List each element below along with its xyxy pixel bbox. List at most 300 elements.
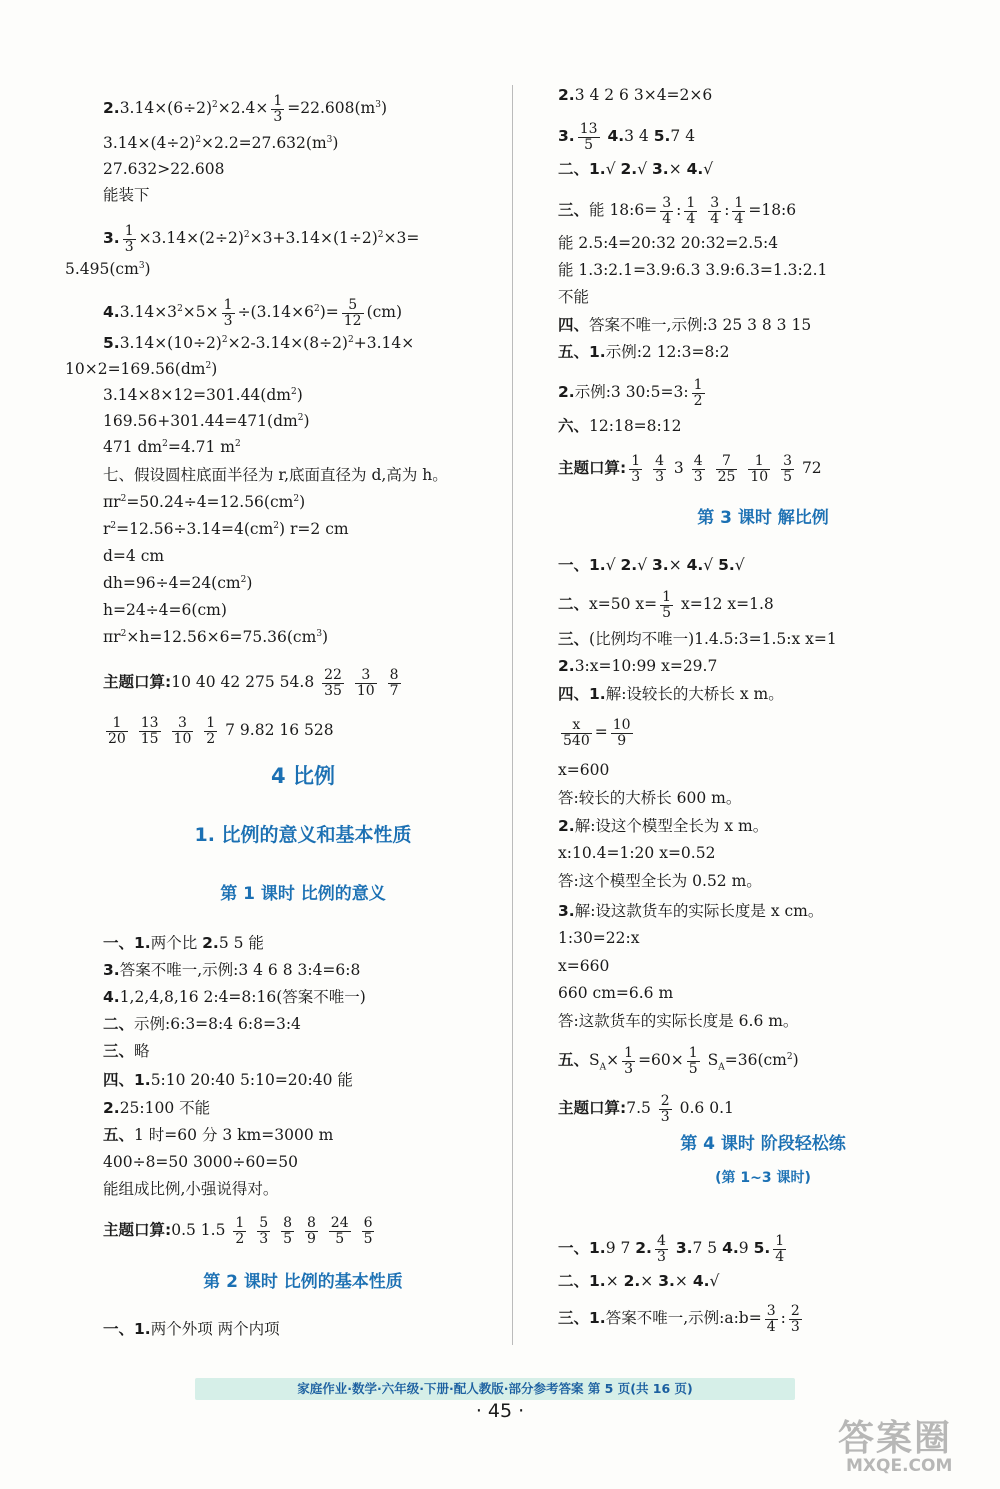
answer-line [65, 262, 151, 278]
answer-text: ) [792, 1051, 799, 1070]
numerator: 1 [631, 453, 641, 469]
denominator: 5 [783, 468, 793, 485]
answer-text [164, 721, 169, 739]
denominator: 2 [206, 730, 216, 747]
answer-text: +3.14× [353, 334, 415, 353]
denominator: 3 [259, 1230, 269, 1247]
answer-line [558, 419, 681, 435]
answer-line [103, 468, 448, 484]
item-label: 2. [558, 657, 575, 675]
superscript: 3 [375, 100, 381, 111]
fraction [708, 196, 721, 226]
answer-text: 0.5 1.5 [171, 1221, 231, 1240]
answer-line [558, 196, 796, 226]
answer-text [297, 1221, 302, 1239]
item-label: 一、1. [103, 934, 151, 952]
numerator: 1 [693, 377, 703, 393]
denominator: 7 [389, 682, 399, 699]
numerator: 1 [734, 195, 744, 211]
answer-line [558, 1304, 805, 1334]
answer-text: √ [637, 556, 652, 574]
item-label: 2. [623, 1272, 641, 1290]
answer-text: 答:这款货车的实际长度是 6.6 m。 [558, 1012, 799, 1030]
subscript: A [718, 1062, 725, 1073]
answer-line [558, 1234, 789, 1264]
answer-line [65, 362, 217, 378]
item-label: 5. [653, 127, 671, 146]
answer-line [558, 290, 589, 306]
answer-text: 3.14×(6÷2) [119, 99, 212, 118]
answer-line [103, 495, 305, 511]
answer-text: × [674, 1272, 693, 1290]
section-heading: (第 1~3 课时) [715, 1170, 811, 1186]
item-label: 4. [103, 988, 120, 1006]
answer-line [103, 990, 366, 1006]
denominator: 5 [335, 1230, 345, 1247]
fraction [233, 1216, 246, 1246]
answer-text: = [594, 723, 608, 742]
item-label: 2. [103, 99, 120, 118]
numerator: x [561, 718, 592, 734]
answer-text: ×2.2=27.632(m [201, 134, 327, 153]
answer-text: dh=96÷4=24(cm [103, 574, 241, 593]
fraction [222, 298, 235, 328]
answer-line [103, 1182, 278, 1198]
answer-text: 3 [668, 459, 689, 478]
answer-text: 660 cm=6.6 m [558, 984, 674, 1002]
answer-text: 0.6 0.1 [674, 1099, 734, 1118]
answer-text: 七、假设圆柱底面半径为 r,底面直径为 d,高为 h。 [103, 466, 448, 484]
fraction [172, 716, 194, 746]
answer-text: 解:设较长的大桥长 x m。 [605, 685, 784, 703]
fraction [629, 454, 642, 484]
numerator: 8 [389, 667, 399, 683]
fraction [561, 718, 592, 748]
answer-line [558, 88, 712, 104]
numerator: 1 [775, 1233, 785, 1249]
answer-line [558, 986, 673, 1002]
superscript: 2 [293, 494, 300, 504]
denominator: 9 [617, 732, 627, 749]
fraction [362, 1216, 375, 1246]
answer-text: x:10.4=1:20 x=0.52 [558, 844, 716, 862]
item-label: 4. [686, 160, 704, 178]
answer-line [103, 716, 334, 746]
item-label: 五、 [558, 1051, 590, 1070]
answer-text: 400÷8=50 3000÷60=50 [103, 1153, 298, 1171]
numerator: 10 [612, 717, 631, 733]
denominator: 4 [686, 210, 696, 227]
answer-text: 10×2=169.56(dm [65, 360, 206, 379]
denominator: 5 [662, 604, 672, 621]
fraction [684, 196, 697, 226]
answer-text: 1:30=22:x [558, 929, 640, 947]
answer-line [103, 963, 360, 979]
answer-text: 解:设这款货车的实际长度是 x cm。 [574, 902, 824, 920]
answer-text: 能 2.5:4=20:32 20:32=2.5:4 [558, 234, 779, 252]
answer-text: =36(cm [724, 1051, 787, 1070]
answer-text: =12.56÷3.14=4(cm [116, 520, 274, 539]
answer-line [103, 162, 224, 178]
superscript: 2 [212, 100, 218, 111]
item-label: 五、 [103, 1126, 135, 1144]
denominator: 5 [363, 1230, 373, 1247]
answer-text [321, 1221, 326, 1239]
answer-text: 5.495(cm [65, 260, 139, 279]
item-label: 2. [620, 160, 638, 178]
answer-line [103, 1216, 377, 1246]
answer-text: 7 9.82 16 528 [220, 721, 334, 740]
denominator: 2 [235, 1230, 245, 1247]
item-label: 2. [558, 383, 575, 402]
numerator: 2 [660, 1093, 670, 1109]
answer-text: 3.14×(10÷2) [119, 334, 222, 353]
answer-text: x=600 [558, 761, 610, 779]
answer-text: =4.71 m [167, 438, 235, 457]
answer-text: × [668, 160, 687, 178]
answer-text: √ [734, 556, 745, 574]
answer-text: 答案不唯一,示例:3 25 3 8 3 15 [589, 316, 812, 334]
denominator: 3 [660, 1108, 670, 1125]
item-label: 四、 [558, 316, 590, 334]
superscript: 2 [162, 439, 168, 449]
answer-line [558, 687, 784, 703]
answer-text: ) [211, 360, 218, 379]
answer-text: × [606, 1051, 620, 1070]
answer-text: 12:18=8:12 [589, 417, 682, 435]
section-heading: 第 1 课时 比例的意义 [220, 884, 386, 904]
superscript: 2 [235, 439, 241, 449]
denominator: 4 [775, 1248, 785, 1265]
numerator: 6 [363, 1215, 373, 1231]
answer-text [249, 1221, 254, 1239]
answer-text: 两个比 [150, 934, 203, 952]
answer-line [103, 522, 349, 538]
watermark-text: 答案圈 [838, 1418, 953, 1459]
answer-text [708, 459, 713, 477]
fraction [781, 454, 794, 484]
answer-line [103, 936, 264, 952]
answer-line [558, 931, 639, 947]
numerator: 1 [106, 716, 128, 732]
item-label: 2. [635, 1239, 652, 1258]
item-label: 三、 [103, 1042, 135, 1060]
answer-line [558, 454, 822, 484]
column-divider [512, 85, 513, 1345]
answer-text: 不能 [558, 288, 590, 306]
item-label: 5. [718, 556, 735, 574]
answer-text: √ [605, 556, 621, 574]
fraction [204, 716, 217, 746]
answer-text: =22.608(m [287, 99, 376, 118]
answer-text [700, 201, 705, 219]
fraction [271, 94, 284, 124]
answer-text: 9 7 [605, 1239, 636, 1258]
numerator: 2 [790, 1303, 800, 1319]
item-label: 4. [692, 1272, 710, 1290]
fraction [789, 1304, 802, 1334]
answer-text: 3 4 2 6 3×4=2×6 [574, 86, 713, 104]
fraction [660, 196, 673, 226]
answer-line [103, 298, 402, 328]
item-label: 主题口算: [103, 1221, 172, 1240]
fraction [732, 196, 745, 226]
numerator: 1 [748, 454, 770, 470]
answer-line [558, 318, 811, 334]
answer-text: 9 [738, 1239, 754, 1258]
answer-line [558, 1046, 799, 1076]
answer-text: d=4 cm [103, 547, 165, 565]
numerator: 22 [324, 667, 342, 683]
fraction [342, 298, 364, 328]
section-heading: 第 2 课时 比例的基本性质 [203, 1272, 403, 1292]
denominator: 4 [766, 1318, 776, 1335]
answer-text: ) [296, 386, 303, 405]
answer-line [103, 414, 310, 430]
answer-line [558, 791, 741, 807]
answer-text: 27.632>22.608 [103, 160, 225, 178]
answer-line [103, 188, 150, 204]
denominator: 3 [223, 312, 233, 329]
item-label: 4. [722, 1239, 739, 1258]
watermark-logo [838, 1410, 988, 1480]
answer-line [103, 1073, 353, 1089]
denominator: 20 [108, 730, 126, 747]
item-label: 三、 [558, 630, 590, 648]
item-label: 主题口算: [558, 459, 627, 478]
denominator: 5 [584, 136, 594, 153]
answer-text: 答:这个模型全长为 0.52 m。 [558, 872, 762, 890]
answer-line [103, 1155, 298, 1171]
answer-text: √ [605, 160, 621, 178]
answer-text: )= [319, 303, 339, 322]
numerator: 24 [330, 1215, 349, 1231]
answer-text: × [668, 556, 687, 574]
answer-line [103, 668, 404, 698]
answer-text: 能 18:6= [589, 201, 658, 220]
answer-text: (比例均不唯一)1.4.5:3=1.5:x x=1 [589, 630, 837, 648]
answer-text [196, 721, 201, 739]
numerator: 4 [693, 453, 703, 469]
answer-text: 471 dm [103, 438, 163, 457]
answer-text: ) [303, 412, 310, 431]
answer-text: : [780, 1309, 786, 1328]
answer-text: 答案不唯一,示例:3 4 6 8 3:4=6:8 [119, 961, 361, 979]
numerator: 1 [206, 715, 216, 731]
watermark-url: MXQE.COM [846, 1456, 953, 1476]
answer-line [558, 263, 827, 279]
item-label: 4. [686, 556, 704, 574]
superscript: 2 [377, 230, 384, 241]
denominator: 9 [306, 1230, 316, 1247]
fraction [653, 454, 666, 484]
answer-text: ×3= [383, 229, 420, 248]
fraction [329, 1216, 351, 1246]
answer-text: 7.5 [626, 1099, 656, 1118]
superscript: 2 [786, 1052, 793, 1063]
section-heading: 第 3 课时 解比例 [697, 508, 829, 528]
answer-text: 3.14×8×12=301.44(dm [103, 386, 291, 405]
denominator: 3 [655, 468, 664, 485]
answer-text: πr [103, 493, 121, 512]
answer-text: √ [637, 160, 652, 178]
item-label: 四、1. [558, 685, 606, 703]
numerator: 1 [688, 1045, 698, 1061]
denominator: 25 [717, 468, 736, 485]
answer-text: 两个外项 两个内项 [150, 1320, 280, 1338]
fraction [692, 454, 705, 484]
answer-line [558, 1274, 719, 1290]
item-label: 三、 [558, 201, 590, 220]
footer-banner: 家庭作业·数学·六年级·下册·配人教版·部分参考答案 第 5 页(共 16 页) [195, 1378, 795, 1400]
fraction [687, 1046, 700, 1076]
superscript: 2 [273, 521, 280, 531]
answer-line [558, 904, 823, 920]
item-label: 2. [103, 1099, 120, 1117]
numerator: 3 [355, 668, 377, 684]
answer-text: ×2.4× [217, 99, 269, 118]
answer-line [103, 630, 328, 646]
numerator: 13 [140, 715, 159, 731]
denominator: 5 [688, 1060, 698, 1077]
denominator: 3 [273, 108, 283, 125]
answer-line [558, 122, 695, 152]
answer-text: 1,2,4,8,16 2:4=8:16(答案不唯一) [119, 988, 366, 1006]
answer-line [558, 846, 715, 862]
fraction [659, 1094, 672, 1124]
denominator: 12 [343, 312, 362, 329]
item-label: 五、1. [558, 343, 606, 361]
item-label: 5. [103, 334, 120, 353]
answer-text: 25:100 不能 [119, 1099, 211, 1117]
answer-text: πr [103, 628, 121, 647]
item-label: 三、1. [558, 1309, 606, 1328]
numerator: 8 [306, 1215, 316, 1231]
answer-text: × [640, 1272, 659, 1290]
section-heading: 第 4 课时 阶段轻松练 [680, 1134, 846, 1154]
fraction [305, 1216, 318, 1246]
item-label: 2. [620, 556, 638, 574]
fraction [355, 668, 377, 698]
answer-text: ×2-3.14×(8÷2) [227, 334, 348, 353]
answer-text: S [702, 1051, 719, 1070]
answer-text [645, 459, 650, 477]
fraction [655, 1234, 668, 1264]
answer-line [103, 440, 241, 456]
answer-text: =18:6 [748, 201, 797, 220]
numerator: 1 [235, 1215, 245, 1231]
answer-text: ) [322, 628, 329, 647]
superscript: 2 [110, 521, 117, 531]
superscript: 3 [316, 629, 323, 639]
numerator: 3 [172, 716, 194, 732]
fraction [765, 1304, 778, 1334]
answer-text: 1 时=60 分 3 km=3000 m [134, 1126, 334, 1144]
answer-text [773, 459, 778, 477]
answer-line [103, 1017, 301, 1033]
answer-text: 72 [797, 459, 822, 478]
numerator: 5 [342, 298, 364, 314]
fraction [139, 716, 161, 746]
superscript: 2 [177, 304, 183, 315]
fraction [281, 1216, 294, 1246]
answer-line [558, 659, 717, 675]
fraction [716, 454, 738, 484]
fraction [748, 454, 770, 484]
answer-text: 示例:2 12:3=8:2 [605, 343, 730, 361]
answer-line [103, 1128, 333, 1144]
fraction [388, 668, 401, 698]
item-label: 4. [607, 127, 625, 146]
fraction [622, 1046, 635, 1076]
item-label: 六、 [558, 417, 590, 435]
item-label: 3. [652, 160, 669, 178]
answer-text [347, 673, 352, 691]
item-label: 2. [558, 817, 575, 835]
item-label: 2. [202, 934, 219, 952]
denominator: 540 [563, 732, 590, 749]
item-label: 二、1. [558, 160, 606, 178]
answer-text: ) r=2 cm [279, 520, 349, 539]
answer-line [103, 136, 338, 152]
answer-line [103, 1322, 280, 1338]
numerator: 5 [259, 1215, 269, 1231]
answer-text: ) [380, 99, 388, 118]
answer-line [103, 224, 419, 254]
answer-text: =60× [638, 1051, 684, 1070]
fraction [692, 378, 705, 408]
numerator: 3 [710, 195, 720, 211]
superscript: 3 [326, 135, 333, 145]
answer-text: : [676, 201, 682, 220]
numerator: 1 [223, 297, 233, 313]
item-label: 一、1. [558, 556, 606, 574]
denominator: 15 [140, 730, 159, 747]
item-label: 一、1. [558, 1239, 606, 1258]
answer-text: √ [703, 556, 719, 574]
denominator: 4 [734, 210, 744, 227]
answer-text: 示例:6:3=8:4 6:8=3:4 [134, 1015, 301, 1033]
numerator: 3 [662, 195, 672, 211]
answer-text: x=50 x= [589, 595, 658, 614]
item-label: 3. [103, 961, 120, 979]
denominator: 10 [356, 682, 375, 699]
answer-line [103, 576, 252, 592]
item-label: 4. [103, 303, 120, 322]
answer-text: 3.14×(4÷2) [103, 134, 196, 153]
numerator: 1 [686, 195, 696, 211]
superscript: 2 [195, 135, 202, 145]
numerator: 8 [283, 1215, 292, 1231]
answer-line [558, 1094, 734, 1124]
superscript: 3 [138, 261, 145, 271]
answer-text: : [724, 201, 730, 220]
page-number: · 45 · [475, 1400, 525, 1422]
answer-text: x=660 [558, 957, 610, 975]
superscript: 2 [205, 361, 212, 371]
answer-line [103, 1101, 210, 1117]
answer-text: 解:设这个模型全长为 x m。 [574, 817, 769, 835]
answer-text: 169.56+301.44=471(dm [103, 412, 298, 431]
item-label: 3. [558, 127, 575, 146]
answer-line [558, 632, 837, 648]
item-label: 3. [675, 1239, 693, 1258]
answer-line [558, 763, 609, 779]
answer-text: 3.14×3 [119, 303, 178, 322]
denominator: 35 [324, 682, 342, 699]
superscript: 2 [313, 304, 320, 315]
answer-text: r [103, 520, 111, 539]
